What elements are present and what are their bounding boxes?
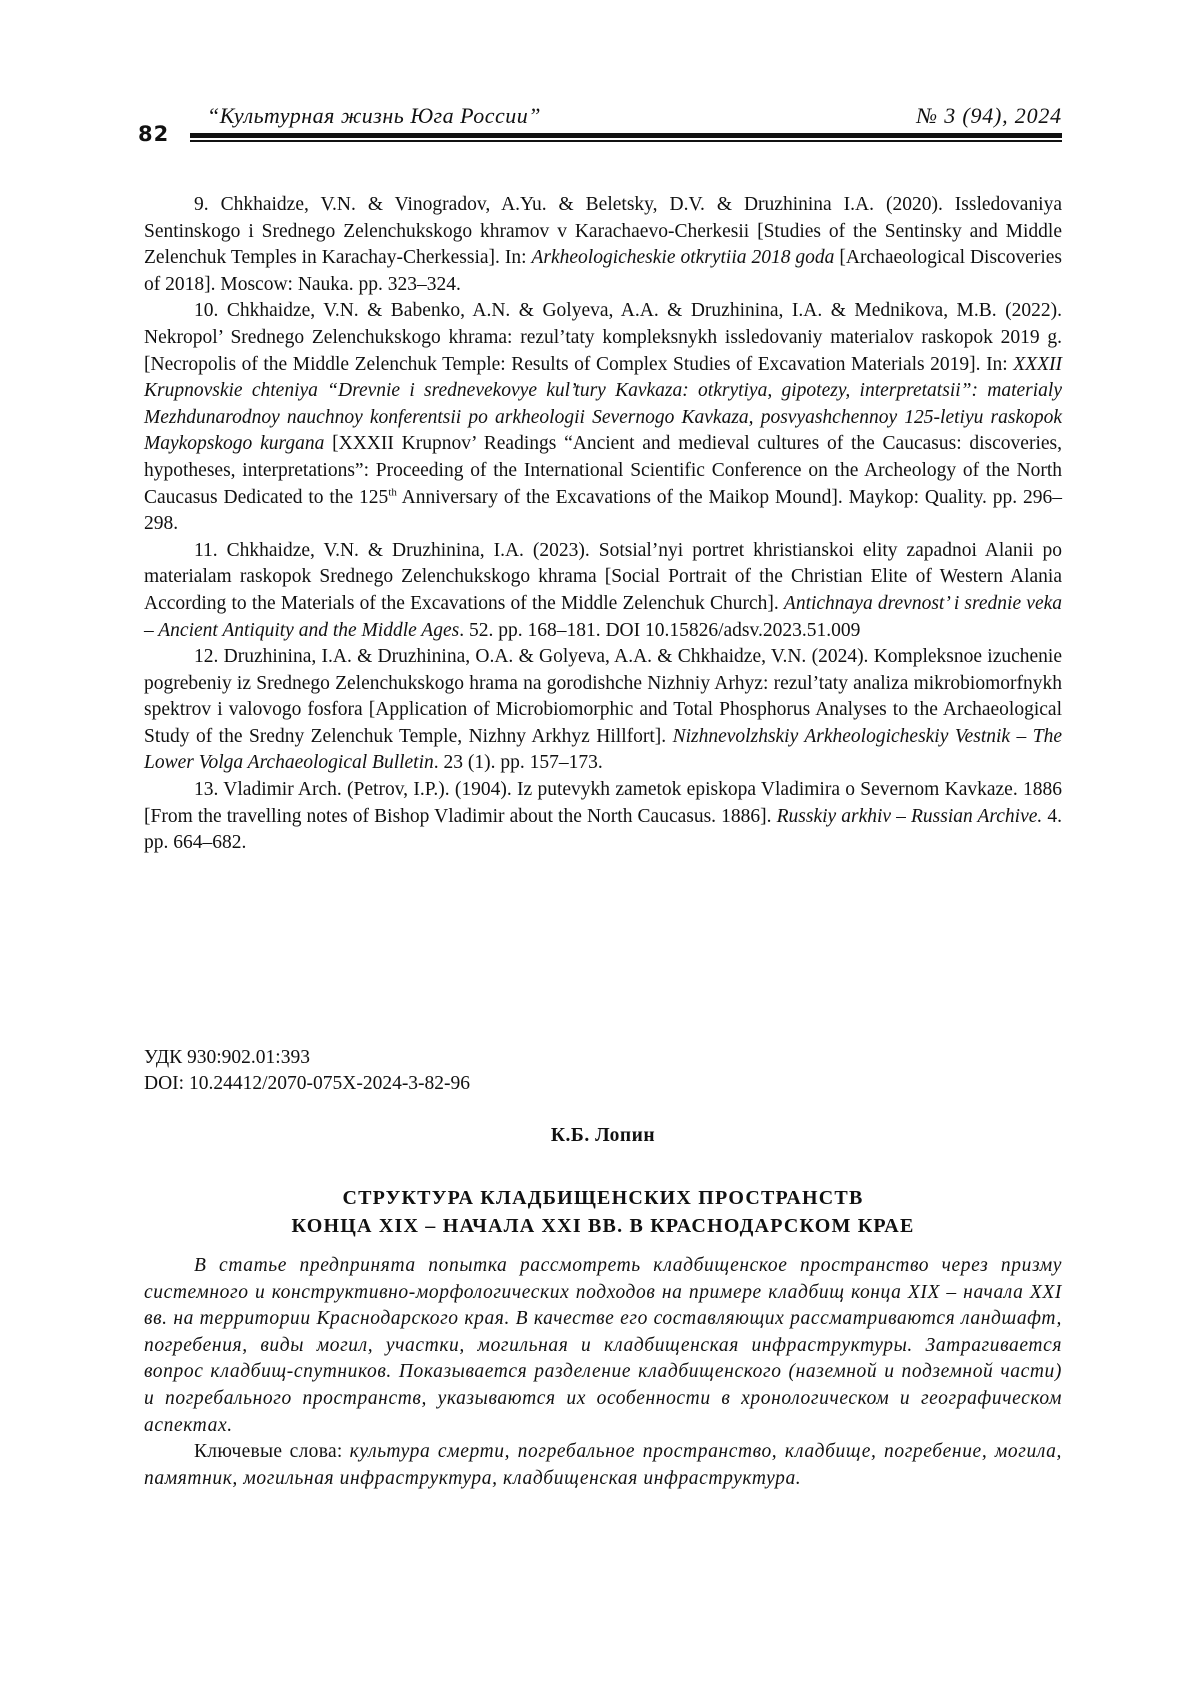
reference-source: Nizhnevolzhskiy Arkheologicheskiy Vestnik – The Lower Volga Archaeological Bulletin xyxy=(144,726,1062,774)
page-number: 82 xyxy=(138,122,169,146)
reference-list xyxy=(144,192,1062,857)
title-line: КОНЦА XIX – НАЧАЛА XXI ВВ. В КРАСНОДАРСКОМ КРАЕ xyxy=(144,1212,1062,1240)
doi: DOI: 10.24412/2070-075X-2024-3-82-96 xyxy=(144,1071,470,1097)
journal-page xyxy=(0,0,1200,1698)
reference-text: [XXXII Krupnov’ Readings “Ancient and medieval cultures of the Caucasus: discoveries, hypotheses, interpretations”: Proceeding of the International Scientific Conference on the Archeology of the North Caucasus Dedicated to the 125 xyxy=(144,433,1062,507)
article-meta xyxy=(144,1045,470,1097)
reference-item xyxy=(144,298,1062,537)
reference-item xyxy=(144,192,1062,298)
title-line: СТРУКТУРА КЛАДБИЩЕНСКИХ ПРОСТРАНСТВ xyxy=(144,1184,1062,1212)
issue-info: № 3 (94), 2024 xyxy=(916,103,1062,129)
article-author: К.Б. Лопин xyxy=(144,1125,1062,1147)
superscript: th xyxy=(388,486,397,498)
keywords-paragraph xyxy=(144,1439,1062,1492)
reference-source: Russkiy arkhiv – Russian Archive. xyxy=(777,806,1043,827)
header-rule-thin xyxy=(190,140,1062,142)
reference-text: 13. Vladimir Arch. (Petrov, I.P.). (1904). Iz putevykh zametok episkopa Vladimira o Severnom Kavkaze. 1886 [From the travelling notes of Bishop Vladimir about the North Caucasus. 1886]. xyxy=(144,779,1062,827)
reference-item xyxy=(144,644,1062,777)
reference-text: 10. Chkhaidze, V.N. & Babenko, A.N. & Golyeva, A.A. & Druzhinina, I.A. & Mednikova, M.B. (2022). Nekropol’ Srednego Zelenchukskogo khrama: rezul’taty kompleksnykh issledovaniy materialov raskopok 2019 g. [Necropolis of the Middle Zelenchuk Temple: Results of Complex Studies of Excavation Materials 2019]. In: xyxy=(144,300,1062,374)
abstract-text: В статье предпринята попытка рассмотреть кладбищенское пространство через призму системного и конструктивно-морфологических подходов на примере кладбищ конца XIX – начала XXI вв. на территории Краснодарского края. В качестве его составляющих рассматриваются ландшафт, погребения, виды могил, участки, могильная и кладбищенская инфраструктуры. Затрагивается вопрос кладбищ-спутников. Показывается разделение кладбищенского (наземной и подземной части) и погребального пространств, указываются их особенности в хронологическом и географическом аспектах. xyxy=(144,1253,1062,1439)
keywords-label: Ключевые слова: xyxy=(194,1441,343,1462)
reference-item xyxy=(144,777,1062,857)
journal-title: “Культурная жизнь Юга России” xyxy=(207,103,541,129)
reference-text: Anniversary of the Excavations of the Maikop Mound]. Maykop: Quality. pp. 296–298. xyxy=(144,487,1062,535)
reference-text: 9. Chkhaidze, V.N. & Vinogradov, A.Yu. & Beletsky, D.V. & Druzhinina I.A. (2020). Issledovaniya Sentinskogo i Srednego Zelenchukskogo khramov v Karachaevo-Cherkesii [Studies of the Sentinsky and Middle Zelenchuk Temples in Karachay-Cherkessia]. In: xyxy=(144,194,1062,268)
reference-text: . 52. pp. 168–181. DOI 10.15826/adsv.2023.51.009 xyxy=(459,620,860,641)
reference-source: Antichnaya drevnost’ i srednie veka – Ancient Antiquity and the Middle Ages xyxy=(144,593,1062,641)
keywords-text: культура смерти, погребальное пространство, кладбище, погребение, могила, памятник, могильная инфраструктура, кладбищенская инфраструктура. xyxy=(144,1441,1062,1489)
reference-text: 11. Chkhaidze, V.N. & Druzhinina, I.A. (2023). Sotsial’nyi portret khristianskoi elity zapadnoi Alanii po materialam raskopok Srednego Zelenchukskogo khrama [Social Portrait of the Christian Elite of Western Alania According to the Materials of the Excavations of the Middle Zelenchuk Church]. xyxy=(144,540,1062,614)
reference-text: [Archaeological Discoveries of 2018]. Moscow: Nauka. pp. 323–324. xyxy=(144,247,1062,295)
abstract-block xyxy=(144,1253,1062,1492)
reference-text: 12. Druzhinina, I.A. & Druzhinina, O.A. & Golyeva, A.A. & Chkhaidze, V.N. (2024). Kompleksnoe izuchenie pogrebeniy iz Srednego Zelenchukskogo hrama na gorodishche Nizhniy Arhyz: rezul’taty analiza mikrobiomorfnykh spektrov i valovogo fosfora [Application of Microbiomorphic and Total Phosphorus Analyses to the Archaeological Study of the Sredny Zelenchuk Temple, Nizhny Arkhyz Hillfort]. xyxy=(144,646,1062,747)
reference-text: 4. pp. 664–682. xyxy=(144,806,1062,854)
reference-source: XXXII Krupnovskie chteniya “Drevnie i srednevekovye kul’tury Kavkaza: otkrytiya, gipotezy, interpretatsii”: materialy Mezhdunarodnoy nauchnoy konferentsii po arkheologii Severnogo Kavkaza, posvyashchennoy 125-letiyu raskopok Maykopskogo kurgana xyxy=(144,354,1062,455)
reference-source: Arkheologicheskie otkrytiia 2018 goda xyxy=(531,247,834,268)
header-rule-thick xyxy=(190,133,1062,138)
reference-item xyxy=(144,538,1062,644)
article-title xyxy=(144,1184,1062,1240)
udc-code: УДК 930:902.01:393 xyxy=(144,1045,470,1071)
reference-text: . 23 (1). pp. 157–173. xyxy=(434,752,603,773)
